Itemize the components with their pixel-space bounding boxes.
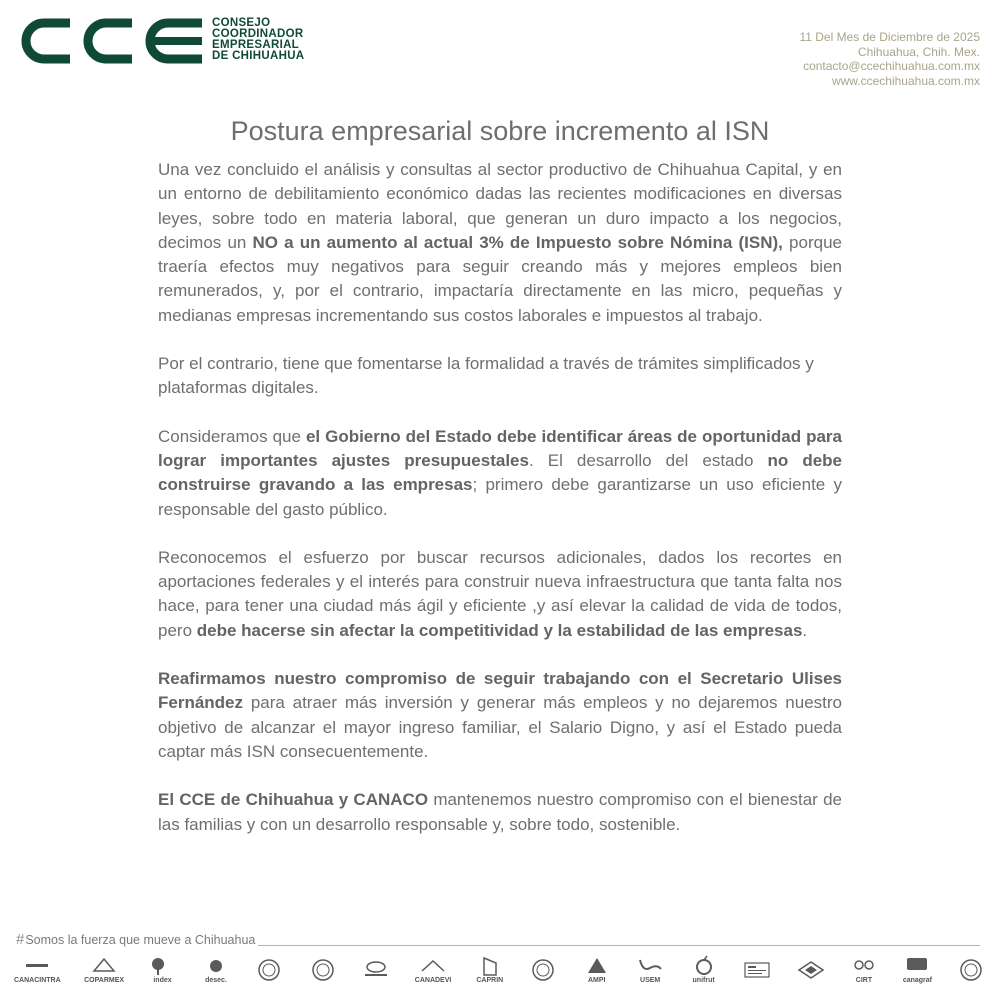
sponsor-logo bbox=[742, 959, 772, 981]
sponsor-logo bbox=[415, 955, 452, 985]
body-paragraph bbox=[158, 352, 842, 401]
letter-date: 11 Del Mes de Diciembre de 2025 bbox=[799, 30, 980, 44]
cmic-logo-icon bbox=[361, 959, 391, 981]
emphasis-text: El CCE de Chihuahua y CANACO bbox=[158, 790, 429, 810]
sponsor-logo bbox=[308, 959, 338, 981]
sponsor-label: unifrut bbox=[692, 977, 715, 984]
emphasis-text: no debe construirse gravando a las empresas bbox=[158, 450, 842, 495]
sponsor-logo bbox=[849, 955, 879, 985]
sponsor-logo bbox=[902, 955, 932, 985]
body-paragraph bbox=[158, 546, 842, 643]
sponsor-logo bbox=[635, 955, 665, 985]
sponsor-logo bbox=[14, 955, 61, 985]
body-paragraph bbox=[158, 158, 842, 328]
round-seal-logo-icon bbox=[254, 959, 284, 981]
sponsor-logos-strip bbox=[14, 952, 986, 988]
sponsor-logo bbox=[148, 955, 178, 985]
emphasis-text: Reafirmamos nuestro compromiso de seguir trabajando con el Secretario Ulises Fernández bbox=[158, 669, 842, 713]
cce-logo bbox=[18, 15, 304, 67]
statement-body bbox=[158, 158, 842, 861]
sponsor-label: CANADEVI bbox=[414, 977, 452, 984]
round-seal-logo-icon bbox=[528, 959, 558, 981]
sponsor-logo bbox=[254, 959, 284, 981]
paragraph-text: Reconocemos el esfuerzo por buscar recursos adicionales, dados los recortes en aportaciones federales y el interés para construir nueva infraestructura que tanta falta nos hace, para tener una ciudad más ágil y eficiente ,y así elevar la calidad de vida de todos, pero bbox=[158, 547, 842, 640]
org-name-line: COORDINADOR bbox=[212, 28, 304, 40]
sponsor-label: index bbox=[153, 977, 172, 984]
paragraph-text: . El desarrollo del estado bbox=[528, 450, 768, 470]
sponsor-logo bbox=[84, 955, 124, 985]
slogan bbox=[16, 931, 255, 948]
paragraph-text: para atraer más inversión y generar más empleos y no dejaremos nuestro objetivo de alcanzar el mayor ingreso familiar, el Salario Digno, y así el Estado pueda captar más ISN consecuentemente. bbox=[158, 693, 842, 761]
index-logo-icon bbox=[148, 955, 178, 977]
sponsor-logo bbox=[689, 955, 719, 985]
paragraph-text: Por el contrario, tiene que fomentarse la formalidad a través de trámites simplificados y plataformas digitales. bbox=[158, 354, 814, 398]
emphasis-text: debe hacerse sin afectar la competitividad y la estabilidad de las empresas bbox=[196, 620, 803, 640]
document-logo-icon bbox=[742, 959, 772, 981]
letter-location: Chihuahua, Chih. Mex. bbox=[857, 44, 980, 59]
canagraf-logo-icon bbox=[902, 955, 932, 977]
cirt-logo-icon bbox=[849, 955, 879, 977]
paragraph-text: Consideramos que bbox=[158, 426, 306, 446]
paragraph-text: porque traería efectos muy negativos para seguir creando más y mejores empleos bien remunerados, y, por el contrario, impactaría directamente en las micro, pequeñas y medianas empresas incrementando sus costos laborales e impuestos al trabajo. bbox=[158, 232, 842, 325]
body-paragraph bbox=[158, 425, 842, 522]
paragraph-text: . bbox=[802, 620, 808, 640]
cce-logo-mark bbox=[18, 15, 204, 67]
usem-logo-icon bbox=[635, 955, 665, 977]
emphasis-text: NO a un aumento al actual 3% de Impuesto sobre Nómina (ISN), bbox=[252, 232, 783, 252]
sponsor-logo bbox=[201, 955, 231, 985]
body-paragraph bbox=[158, 788, 842, 837]
document-title: Postura empresarial sobre incremento al ISN bbox=[230, 116, 770, 146]
paragraph-text: Una vez concluido el análisis y consultas al sector productivo de Chihuahua Capital, y en un entorno de debilitamiento económico dadas las recientes modificaciones en diversas leyes, sobre todo en materia laboral, que generan un duro impacto a los negocios, decimos un bbox=[158, 160, 842, 252]
sponsor-logo bbox=[528, 959, 558, 981]
sponsor-label: desec. bbox=[205, 977, 227, 984]
sponsor-logo bbox=[475, 955, 505, 985]
sponsor-label: CANACINTRA bbox=[14, 977, 61, 984]
contact-website[interactable]: www.ccechihuahua.com.mx bbox=[831, 73, 980, 88]
slogan-text: Somos la fuerza que mueve a Chihuahua bbox=[25, 932, 256, 947]
paragraph-text: ; primero debe garantizarse un uso eficiente y responsable del gasto público. bbox=[158, 475, 842, 519]
sponsor-label: COPARMEX bbox=[84, 977, 125, 984]
sponsor-logo bbox=[796, 959, 826, 981]
diamond-logo-icon bbox=[796, 959, 826, 981]
sponsor-logo bbox=[361, 959, 391, 981]
contact-email[interactable]: contacto@ccechihuahua.com.mx bbox=[803, 59, 980, 73]
desec-logo-icon bbox=[201, 955, 231, 977]
canacintra-logo-icon bbox=[22, 955, 52, 977]
caprin-logo-icon bbox=[475, 955, 505, 977]
org-name-line: EMPRESARIAL bbox=[212, 39, 300, 51]
contact-block bbox=[799, 30, 980, 88]
sponsor-label: USEM bbox=[640, 977, 661, 984]
canadevi-logo-icon bbox=[418, 955, 448, 977]
coparmex-logo-icon bbox=[89, 955, 119, 977]
body-paragraph bbox=[158, 667, 842, 764]
round-seal-logo-icon bbox=[956, 959, 986, 981]
paragraph-text: mantenemos nuestro compromiso con el bienestar de las familias y con un desarrollo responsable y, sobre todo, sostenible. bbox=[158, 790, 842, 834]
sponsor-logo bbox=[956, 959, 986, 981]
org-name bbox=[212, 18, 304, 62]
sponsor-logo bbox=[582, 955, 612, 985]
ampi-logo-icon bbox=[582, 955, 612, 977]
round-seal-logo-icon bbox=[308, 959, 338, 981]
org-name-line: DE CHIHUAHUA bbox=[212, 50, 305, 62]
hashtag-symbol: # bbox=[16, 931, 25, 948]
org-name-line: CONSEJO bbox=[212, 17, 271, 29]
letterhead bbox=[0, 0, 1000, 100]
sponsor-label: AMPI bbox=[587, 977, 606, 984]
unifrut-logo-icon bbox=[689, 955, 719, 977]
sponsor-label: canagraf bbox=[902, 977, 933, 984]
footer-divider bbox=[258, 945, 980, 946]
sponsor-label: CIRT bbox=[855, 977, 873, 984]
sponsor-label: CAPRIN bbox=[476, 977, 504, 984]
emphasis-text: el Gobierno del Estado debe identificar áreas de oportunidad para lograr importantes ajustes presupuestales bbox=[158, 426, 842, 470]
